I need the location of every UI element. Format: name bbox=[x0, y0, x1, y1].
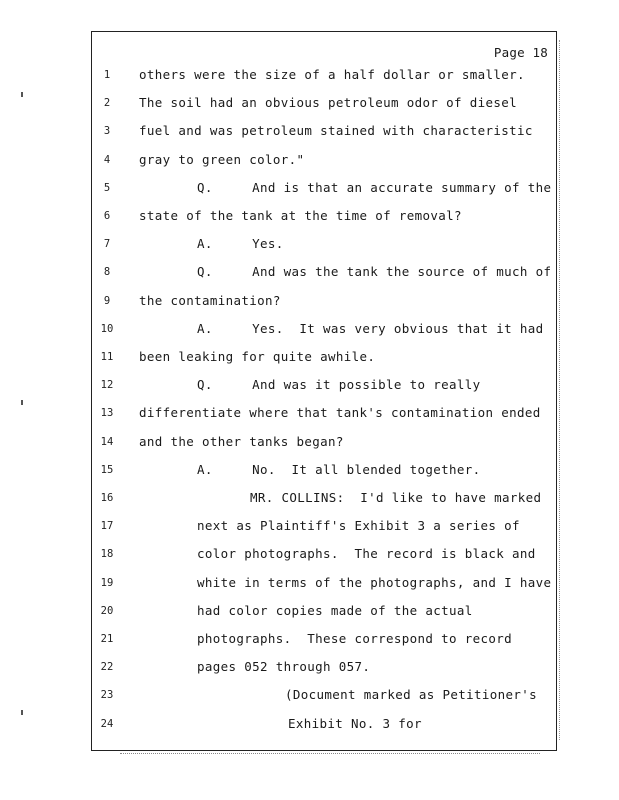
line-number: 13 bbox=[100, 407, 114, 420]
line-text: white in terms of the photographs, and I have bbox=[197, 574, 552, 590]
transcript-line bbox=[92, 234, 558, 254]
transcript-line bbox=[92, 121, 558, 141]
line-number: 7 bbox=[103, 238, 111, 251]
transcript-line bbox=[92, 65, 558, 85]
line-text: been leaking for quite awhile. bbox=[139, 349, 376, 364]
line-number: 10 bbox=[100, 322, 114, 335]
transcript-line bbox=[92, 629, 558, 649]
transcript-line bbox=[92, 714, 558, 734]
line-number: 8 bbox=[103, 266, 111, 279]
line-text: next as Plaintiff's Exhibit 3 a series of bbox=[197, 518, 520, 534]
line-text: pages 052 through 057. bbox=[197, 659, 371, 675]
line-number: 20 bbox=[100, 604, 114, 617]
line-text: (Document marked as Petitioner's bbox=[285, 687, 538, 703]
transcript-line bbox=[92, 178, 558, 198]
transcript-line bbox=[92, 516, 558, 536]
transcript-line bbox=[92, 403, 558, 423]
line-number: 16 bbox=[100, 492, 114, 504]
line-number: 6 bbox=[103, 210, 111, 222]
line-number: 18 bbox=[100, 548, 114, 561]
line-number: 11 bbox=[100, 351, 114, 363]
line-text: state of the tank at the time of removal? bbox=[139, 208, 462, 223]
line-number: 1 bbox=[103, 69, 111, 81]
transcript-line bbox=[92, 93, 558, 113]
transcript-line bbox=[92, 544, 558, 564]
line-text: Q. And is that an accurate summary of the bbox=[197, 179, 552, 195]
line-text: differentiate where that tank's contamination ended bbox=[139, 405, 541, 421]
line-number: 22 bbox=[100, 661, 114, 674]
line-number: 19 bbox=[100, 576, 114, 589]
line-number: 5 bbox=[103, 181, 111, 194]
scan-edge bbox=[559, 40, 561, 740]
line-number: 14 bbox=[100, 435, 114, 448]
line-number: 21 bbox=[100, 633, 114, 645]
transcript-line bbox=[92, 460, 558, 480]
line-number: 4 bbox=[103, 153, 111, 166]
page-number: Page 18 bbox=[493, 45, 548, 60]
line-text: and the other tanks began? bbox=[139, 433, 344, 449]
line-number: 15 bbox=[100, 463, 114, 476]
transcript-line bbox=[92, 291, 558, 311]
transcript-line bbox=[92, 432, 558, 452]
transcript-line bbox=[92, 657, 558, 677]
line-text: Q. And was the tank the source of much of bbox=[197, 264, 552, 280]
line-number: 3 bbox=[103, 125, 111, 138]
line-text: others were the size of a half dollar or smaller. bbox=[139, 67, 525, 82]
line-text: A. Yes. bbox=[197, 236, 284, 252]
transcript-line bbox=[92, 319, 558, 339]
transcript-line bbox=[92, 573, 558, 593]
line-text: MR. COLLINS: I'd like to have marked bbox=[250, 490, 542, 505]
scan-noise bbox=[120, 753, 540, 757]
line-text: Q. And was it possible to really bbox=[197, 377, 481, 393]
line-number: 24 bbox=[100, 717, 114, 730]
binder-hole-mark bbox=[21, 400, 23, 405]
transcript-line bbox=[92, 262, 558, 282]
line-text: Exhibit No. 3 for bbox=[288, 715, 422, 731]
line-text: gray to green color." bbox=[139, 151, 305, 167]
transcript-page bbox=[91, 31, 557, 751]
binder-hole-mark bbox=[21, 710, 23, 715]
transcript-line bbox=[92, 347, 558, 367]
line-text: the contamination? bbox=[139, 292, 281, 308]
transcript-line bbox=[92, 488, 558, 508]
transcript-line bbox=[92, 375, 558, 395]
transcript-line bbox=[92, 150, 558, 170]
line-number: 12 bbox=[100, 379, 114, 392]
line-text: A. Yes. It was very obvious that it had bbox=[197, 320, 544, 336]
line-number: 23 bbox=[100, 689, 114, 702]
line-number: 2 bbox=[103, 97, 111, 110]
transcript-line bbox=[92, 206, 558, 226]
line-text: A. No. It all blended together. bbox=[197, 461, 481, 477]
line-text: photographs. These correspond to record bbox=[197, 631, 513, 646]
transcript-line bbox=[92, 685, 558, 705]
line-number: 9 bbox=[103, 294, 111, 307]
line-text: The soil had an obvious petroleum odor of diesel bbox=[139, 95, 518, 111]
transcript-line bbox=[92, 601, 558, 621]
line-text: color photographs. The record is black and bbox=[197, 546, 536, 562]
line-text: fuel and was petroleum stained with characteristic bbox=[139, 123, 533, 139]
line-number: 17 bbox=[100, 520, 114, 533]
line-text: had color copies made of the actual bbox=[197, 602, 473, 618]
binder-hole-mark bbox=[21, 92, 23, 97]
